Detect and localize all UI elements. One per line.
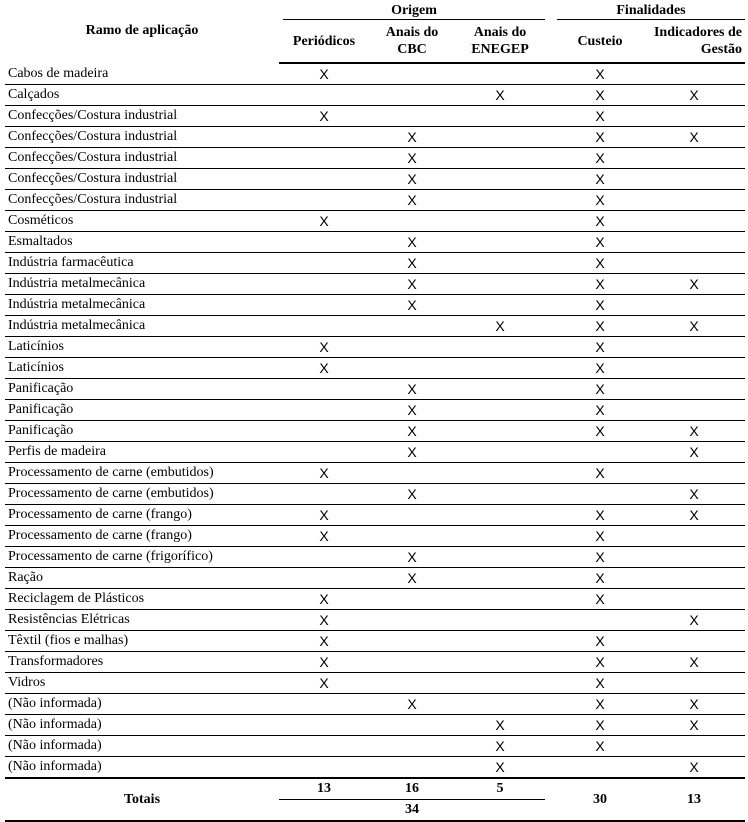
- cell-custeio: X: [557, 526, 643, 547]
- cell-indicadores: X: [643, 421, 745, 442]
- cell-cbc: X: [369, 694, 455, 715]
- cell-cbc: [369, 85, 455, 106]
- cell-indicadores: X: [643, 652, 745, 673]
- row-label: Confecções/Costura industrial: [5, 127, 279, 148]
- row-gap: [545, 253, 557, 274]
- table-row: [5, 106, 745, 127]
- cell-periodicos: [279, 253, 369, 274]
- totals-gap: [545, 778, 557, 821]
- table-row: [5, 169, 745, 190]
- header-enegep-label: Anais do ENEGEP: [471, 25, 529, 57]
- cell-cbc: X: [369, 169, 455, 190]
- cell-cbc: X: [369, 442, 455, 463]
- cell-custeio: X: [557, 127, 643, 148]
- cell-custeio: X: [557, 253, 643, 274]
- row-gap: [545, 148, 557, 169]
- totals-row: [5, 778, 745, 800]
- header-custeio: Custeio: [557, 20, 643, 63]
- row-label: (Não informada): [5, 694, 279, 715]
- cell-periodicos: [279, 421, 369, 442]
- cell-enegep: [455, 127, 545, 148]
- table-row: [5, 148, 745, 169]
- cell-enegep: [455, 505, 545, 526]
- row-gap: [545, 505, 557, 526]
- row-label: Têxtil (fios e malhas): [5, 631, 279, 652]
- row-gap: [545, 736, 557, 757]
- cell-indicadores: [643, 106, 745, 127]
- cell-cbc: X: [369, 190, 455, 211]
- cell-indicadores: [643, 148, 745, 169]
- cell-custeio: X: [557, 232, 643, 253]
- cell-indicadores: [643, 190, 745, 211]
- table-row: [5, 652, 745, 673]
- row-gap: [545, 547, 557, 568]
- cell-enegep: X: [455, 757, 545, 779]
- cell-custeio: X: [557, 673, 643, 694]
- cell-periodicos: X: [279, 63, 369, 85]
- row-gap: [545, 85, 557, 106]
- row-label: Confecções/Costura industrial: [5, 190, 279, 211]
- cell-enegep: [455, 211, 545, 232]
- cell-indicadores: [643, 400, 745, 421]
- cell-cbc: X: [369, 547, 455, 568]
- row-label: Indústria metalmecânica: [5, 295, 279, 316]
- row-gap: [545, 757, 557, 779]
- header-cbc-label: Anais do CBC: [385, 25, 439, 57]
- cell-cbc: X: [369, 568, 455, 589]
- row-gap: [545, 190, 557, 211]
- cell-cbc: X: [369, 148, 455, 169]
- cell-periodicos: [279, 148, 369, 169]
- table-row: [5, 463, 745, 484]
- row-gap: [545, 63, 557, 85]
- cell-periodicos: X: [279, 652, 369, 673]
- cell-indicadores: X: [643, 316, 745, 337]
- cell-periodicos: [279, 442, 369, 463]
- cell-enegep: [455, 274, 545, 295]
- row-label: Panificação: [5, 421, 279, 442]
- table-row: [5, 190, 745, 211]
- cell-periodicos: [279, 379, 369, 400]
- row-label: Transformadores: [5, 652, 279, 673]
- row-label: Panificação: [5, 379, 279, 400]
- totals-label: Totais: [5, 778, 279, 821]
- cell-indicadores: [643, 547, 745, 568]
- cell-indicadores: [643, 232, 745, 253]
- row-gap: [545, 526, 557, 547]
- cell-cbc: [369, 589, 455, 610]
- cell-custeio: X: [557, 63, 643, 85]
- cell-enegep: [455, 547, 545, 568]
- cell-custeio: X: [557, 316, 643, 337]
- cell-custeio: X: [557, 169, 643, 190]
- cell-custeio: X: [557, 400, 643, 421]
- cell-periodicos: X: [279, 673, 369, 694]
- table-row: [5, 232, 745, 253]
- table-row: [5, 400, 745, 421]
- header-purpose-group: [557, 0, 745, 20]
- application-table: [5, 0, 745, 822]
- cell-cbc: X: [369, 400, 455, 421]
- table-row: [5, 547, 745, 568]
- cell-periodicos: X: [279, 463, 369, 484]
- cell-custeio: X: [557, 736, 643, 757]
- cell-cbc: [369, 505, 455, 526]
- cell-cbc: X: [369, 295, 455, 316]
- row-gap: [545, 379, 557, 400]
- row-label: Cabos de madeira: [5, 63, 279, 85]
- row-label: Confecções/Costura industrial: [5, 106, 279, 127]
- cell-enegep: [455, 400, 545, 421]
- total-enegep: 5: [455, 778, 545, 800]
- cell-indicadores: [643, 295, 745, 316]
- cell-periodicos: [279, 127, 369, 148]
- cell-custeio: [557, 484, 643, 505]
- cell-custeio: X: [557, 337, 643, 358]
- table-row: [5, 211, 745, 232]
- cell-enegep: [455, 421, 545, 442]
- cell-cbc: X: [369, 421, 455, 442]
- cell-custeio: X: [557, 568, 643, 589]
- row-gap: [545, 232, 557, 253]
- cell-indicadores: [643, 253, 745, 274]
- row-gap: [545, 337, 557, 358]
- cell-enegep: [455, 589, 545, 610]
- row-label: Processamento de carne (embutidos): [5, 484, 279, 505]
- header-purpose-label: Finalidades: [557, 2, 745, 20]
- cell-indicadores: X: [643, 127, 745, 148]
- cell-periodicos: X: [279, 589, 369, 610]
- cell-periodicos: [279, 757, 369, 779]
- cell-custeio: X: [557, 631, 643, 652]
- cell-periodicos: X: [279, 106, 369, 127]
- header-cbc: [369, 20, 455, 63]
- cell-enegep: [455, 190, 545, 211]
- cell-cbc: X: [369, 379, 455, 400]
- cell-custeio: [557, 610, 643, 631]
- cell-custeio: [557, 757, 643, 779]
- row-gap: [545, 106, 557, 127]
- table-body: [5, 63, 745, 778]
- cell-cbc: [369, 757, 455, 779]
- cell-enegep: [455, 106, 545, 127]
- cell-enegep: [455, 568, 545, 589]
- row-gap: [545, 316, 557, 337]
- row-label: Confecções/Costura industrial: [5, 148, 279, 169]
- table-row: [5, 694, 745, 715]
- row-gap: [545, 694, 557, 715]
- row-label: Ração: [5, 568, 279, 589]
- row-label: Indústria metalmecânica: [5, 274, 279, 295]
- total-cbc: 16: [369, 778, 455, 800]
- cell-periodicos: [279, 295, 369, 316]
- row-gap: [545, 484, 557, 505]
- total-custeio: 30: [557, 778, 643, 821]
- cell-periodicos: [279, 85, 369, 106]
- cell-enegep: [455, 463, 545, 484]
- row-gap: [545, 295, 557, 316]
- table-row: [5, 757, 745, 779]
- header-enegep: [455, 20, 545, 63]
- cell-custeio: [557, 442, 643, 463]
- row-label: Perfis de madeira: [5, 442, 279, 463]
- row-gap: [545, 442, 557, 463]
- cell-enegep: [455, 442, 545, 463]
- row-label: Processamento de carne (embutidos): [5, 463, 279, 484]
- header-origin-label: Origem: [283, 2, 545, 20]
- header-gap2: [545, 20, 557, 63]
- total-origin-sum: 34: [279, 800, 545, 822]
- table-row: [5, 127, 745, 148]
- row-gap: [545, 463, 557, 484]
- row-label: Panificação: [5, 400, 279, 421]
- cell-periodicos: X: [279, 631, 369, 652]
- cell-cbc: [369, 715, 455, 736]
- table-row: [5, 673, 745, 694]
- table-row: [5, 736, 745, 757]
- cell-indicadores: X: [643, 715, 745, 736]
- cell-cbc: [369, 631, 455, 652]
- row-gap: [545, 673, 557, 694]
- cell-cbc: X: [369, 484, 455, 505]
- row-gap: [545, 589, 557, 610]
- row-label: Resistências Elétricas: [5, 610, 279, 631]
- cell-custeio: X: [557, 547, 643, 568]
- row-label: Processamento de carne (frigorífico): [5, 547, 279, 568]
- cell-custeio: X: [557, 694, 643, 715]
- cell-enegep: [455, 337, 545, 358]
- cell-periodicos: [279, 274, 369, 295]
- row-label: Esmaltados: [5, 232, 279, 253]
- cell-cbc: X: [369, 253, 455, 274]
- table-row: [5, 295, 745, 316]
- cell-indicadores: X: [643, 694, 745, 715]
- row-label: Cosméticos: [5, 211, 279, 232]
- cell-indicadores: X: [643, 274, 745, 295]
- row-label: (Não informada): [5, 757, 279, 779]
- header-origin-group: [279, 0, 545, 20]
- cell-enegep: [455, 169, 545, 190]
- table-row: [5, 610, 745, 631]
- row-gap: [545, 211, 557, 232]
- cell-cbc: X: [369, 274, 455, 295]
- row-gap: [545, 652, 557, 673]
- table-row: [5, 589, 745, 610]
- cell-periodicos: [279, 316, 369, 337]
- cell-indicadores: [643, 673, 745, 694]
- cell-custeio: X: [557, 379, 643, 400]
- cell-cbc: [369, 316, 455, 337]
- cell-cbc: [369, 106, 455, 127]
- cell-periodicos: X: [279, 358, 369, 379]
- cell-cbc: X: [369, 232, 455, 253]
- table-row: [5, 358, 745, 379]
- cell-periodicos: X: [279, 610, 369, 631]
- total-periodicos: 13: [279, 778, 369, 800]
- table-row: [5, 568, 745, 589]
- row-label: Processamento de carne (frango): [5, 526, 279, 547]
- row-label: Calçados: [5, 85, 279, 106]
- cell-cbc: [369, 673, 455, 694]
- cell-custeio: X: [557, 589, 643, 610]
- row-label: Indústria farmacêutica: [5, 253, 279, 274]
- cell-indicadores: X: [643, 610, 745, 631]
- row-label: Vidros: [5, 673, 279, 694]
- cell-indicadores: [643, 358, 745, 379]
- cell-cbc: [369, 63, 455, 85]
- cell-periodicos: [279, 715, 369, 736]
- cell-custeio: X: [557, 106, 643, 127]
- table-row: [5, 274, 745, 295]
- row-gap: [545, 358, 557, 379]
- cell-custeio: X: [557, 85, 643, 106]
- cell-indicadores: X: [643, 484, 745, 505]
- cell-enegep: [455, 295, 545, 316]
- cell-enegep: [455, 232, 545, 253]
- header-indicadores: [643, 20, 745, 63]
- row-gap: [545, 400, 557, 421]
- row-label: Laticínios: [5, 337, 279, 358]
- row-label: (Não informada): [5, 715, 279, 736]
- cell-custeio: X: [557, 505, 643, 526]
- cell-periodicos: [279, 400, 369, 421]
- cell-indicadores: X: [643, 442, 745, 463]
- header-gap: [545, 0, 557, 20]
- row-label: Reciclagem de Plásticos: [5, 589, 279, 610]
- cell-custeio: X: [557, 715, 643, 736]
- row-gap: [545, 610, 557, 631]
- table-row: [5, 337, 745, 358]
- row-label: Indústria metalmecânica: [5, 316, 279, 337]
- row-gap: [545, 715, 557, 736]
- header-indicadores-label: Indicadores de Gestão: [653, 25, 742, 57]
- cell-indicadores: [643, 736, 745, 757]
- cell-indicadores: [643, 337, 745, 358]
- row-gap: [545, 274, 557, 295]
- cell-custeio: X: [557, 211, 643, 232]
- cell-periodicos: [279, 736, 369, 757]
- cell-periodicos: [279, 484, 369, 505]
- cell-indicadores: [643, 568, 745, 589]
- cell-enegep: [455, 652, 545, 673]
- cell-custeio: X: [557, 274, 643, 295]
- cell-periodicos: [279, 169, 369, 190]
- cell-enegep: [455, 253, 545, 274]
- cell-cbc: [369, 337, 455, 358]
- cell-cbc: [369, 652, 455, 673]
- table-row: [5, 484, 745, 505]
- cell-enegep: [455, 484, 545, 505]
- cell-periodicos: [279, 568, 369, 589]
- total-indicadores: 13: [643, 778, 745, 821]
- cell-enegep: [455, 358, 545, 379]
- cell-custeio: X: [557, 421, 643, 442]
- cell-enegep: [455, 63, 545, 85]
- table-row: [5, 505, 745, 526]
- cell-enegep: [455, 694, 545, 715]
- table-row: [5, 316, 745, 337]
- cell-indicadores: [643, 463, 745, 484]
- table-row: [5, 526, 745, 547]
- cell-indicadores: [643, 379, 745, 400]
- cell-cbc: [369, 211, 455, 232]
- table-row: [5, 715, 745, 736]
- cell-periodicos: X: [279, 526, 369, 547]
- cell-periodicos: [279, 232, 369, 253]
- table-row: [5, 631, 745, 652]
- table-row: [5, 379, 745, 400]
- cell-custeio: X: [557, 358, 643, 379]
- cell-cbc: [369, 463, 455, 484]
- row-gap: [545, 631, 557, 652]
- cell-custeio: X: [557, 148, 643, 169]
- row-label: (Não informada): [5, 736, 279, 757]
- cell-cbc: [369, 358, 455, 379]
- cell-periodicos: X: [279, 505, 369, 526]
- cell-cbc: [369, 736, 455, 757]
- cell-enegep: X: [455, 736, 545, 757]
- table-row: [5, 85, 745, 106]
- cell-indicadores: [643, 211, 745, 232]
- row-label: Confecções/Costura industrial: [5, 169, 279, 190]
- row-gap: [545, 568, 557, 589]
- header-branch: Ramo de aplicação: [85, 23, 199, 38]
- row-gap: [545, 169, 557, 190]
- cell-indicadores: [643, 63, 745, 85]
- cell-custeio: X: [557, 652, 643, 673]
- cell-enegep: [455, 610, 545, 631]
- cell-periodicos: [279, 547, 369, 568]
- row-label: Laticínios: [5, 358, 279, 379]
- cell-indicadores: [643, 631, 745, 652]
- cell-periodicos: X: [279, 337, 369, 358]
- row-label: Processamento de carne (frango): [5, 505, 279, 526]
- cell-indicadores: X: [643, 85, 745, 106]
- cell-enegep: X: [455, 316, 545, 337]
- row-gap: [545, 127, 557, 148]
- cell-enegep: X: [455, 85, 545, 106]
- cell-custeio: X: [557, 463, 643, 484]
- cell-enegep: [455, 631, 545, 652]
- table-row: [5, 253, 745, 274]
- cell-cbc: [369, 526, 455, 547]
- cell-indicadores: [643, 169, 745, 190]
- cell-indicadores: X: [643, 757, 745, 779]
- cell-enegep: [455, 673, 545, 694]
- table-row: [5, 421, 745, 442]
- cell-indicadores: [643, 526, 745, 547]
- row-gap: [545, 421, 557, 442]
- cell-enegep: X: [455, 715, 545, 736]
- cell-periodicos: [279, 694, 369, 715]
- cell-enegep: [455, 526, 545, 547]
- table-row: [5, 63, 745, 85]
- cell-enegep: [455, 148, 545, 169]
- cell-cbc: X: [369, 127, 455, 148]
- cell-periodicos: X: [279, 211, 369, 232]
- cell-custeio: X: [557, 190, 643, 211]
- cell-indicadores: X: [643, 505, 745, 526]
- cell-indicadores: [643, 589, 745, 610]
- header-periodicos: Periódicos: [279, 20, 369, 63]
- table-row: [5, 442, 745, 463]
- cell-enegep: [455, 379, 545, 400]
- cell-cbc: [369, 610, 455, 631]
- cell-custeio: X: [557, 295, 643, 316]
- cell-periodicos: [279, 190, 369, 211]
